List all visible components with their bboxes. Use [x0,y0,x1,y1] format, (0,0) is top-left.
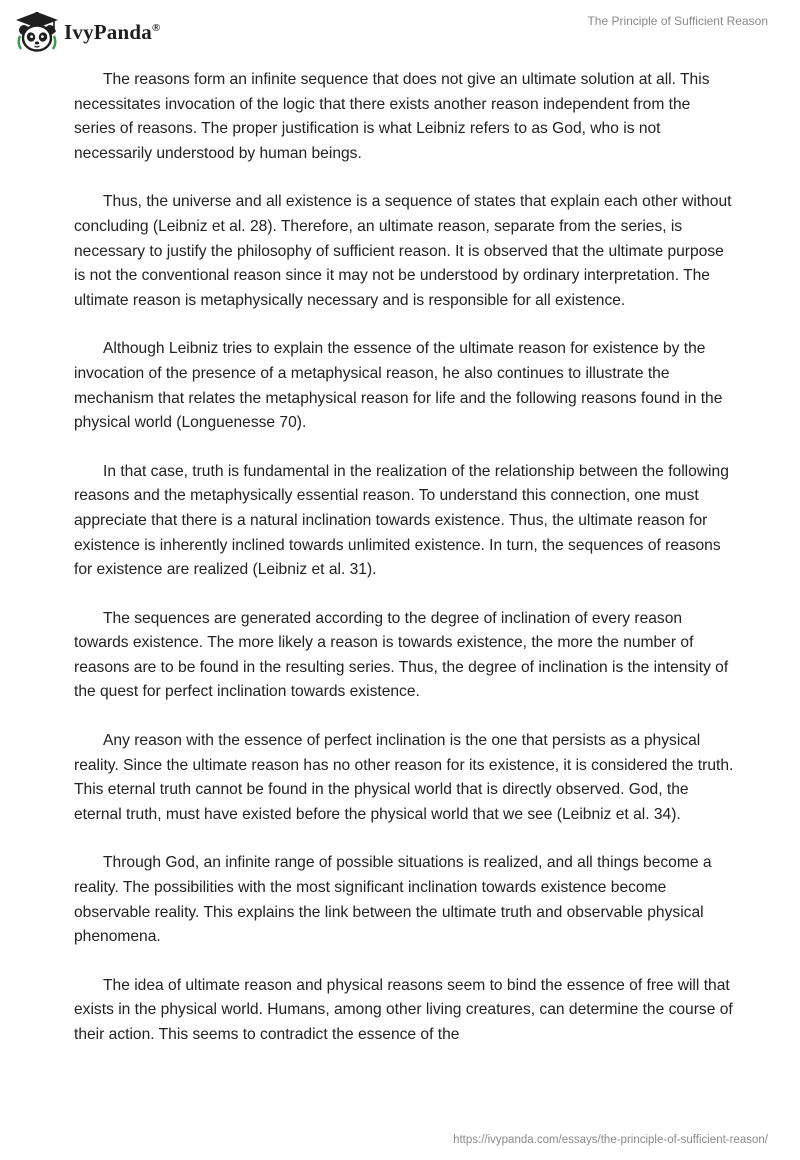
paragraph: In that case, truth is fundamental in the realization of the relationship between the following reasons and the metaphysically essential reason. To understand this connection, one must appreciate that there is a natural inclination towards existence. Thus, the ultimate reason for existence is inherently inclined towards unlimited existence. In turn, the sequences of reasons for existence are realized (Leibniz et al. 31). [74,462,729,579]
paragraph: Although Leibniz tries to explain the essence of the ultimate reason for existence by the invocation of the presence of a metaphysical reason, he also continues to illustrate the mechanism that relates the metaphysical reason for life and the following reasons found in the physical world (Longuenesse 70). [74,340,723,432]
document-title: The Principle of Sufficient Reason [587,14,768,28]
paragraph: Thus, the universe and all existence is a sequence of states that explain each other without concluding (Leibniz et al. 28). Therefore, an ultimate reason, separate from the series, is necessary to justify the philosophy of sufficient reason. It is observed that the ultimate purpose is not the conventional reason since it may not be understood by ordinary interpretation. The ultimate reason is metaphysically necessary and is responsible for all existence. [74,193,732,309]
panda-logo-icon [14,10,60,54]
source-url[interactable]: https://ivypanda.com/essays/the-principle-of-sufficient-reason/ [453,1134,768,1146]
page-header [0,0,800,64]
essay-body [74,68,736,1072]
paragraph: The sequences are generated according to the degree of inclination of every reason towards existence. The more likely a reason is towards existence, the more the number of reasons are to be found in the resulting series. Thus, the degree of inclination is the intensity of the quest for perfect inclination towards existence. [74,609,729,701]
paragraph: Through God, an infinite range of possible situations is realized, and all things become a reality. The possibilities with the most significant inclination towards existence become observable reality. This explains the link between the ultimate truth and observable physical phenomena. [74,854,712,946]
brand-logo[interactable] [14,10,160,54]
paragraph: The idea of ultimate reason and physical reasons seem to bind the essence of free will that exists in the physical world. Humans, among other living creatures, can determine the course of their action. This seems to contradict the essence of the [74,976,733,1043]
paragraph: The reasons form an infinite sequence that does not give an ultimate solution at all. This necessitates invocation of the logic that there exists another reason independent from the series of reasons. The proper justification is what Leibniz refers to as God, who is not necessarily understood by human beings. [74,71,710,162]
paragraph: Any reason with the essence of perfect inclination is the one that persists as a physical reality. Since the ultimate reason has no other reason for its existence, it is considered the truth. This eternal truth cannot be found in the physical world that is directly observed. God, the eternal truth, must have existed before the physical world that we see (Leibniz et al. 34). [74,732,734,823]
brand-name: IvyPanda® [64,19,161,44]
